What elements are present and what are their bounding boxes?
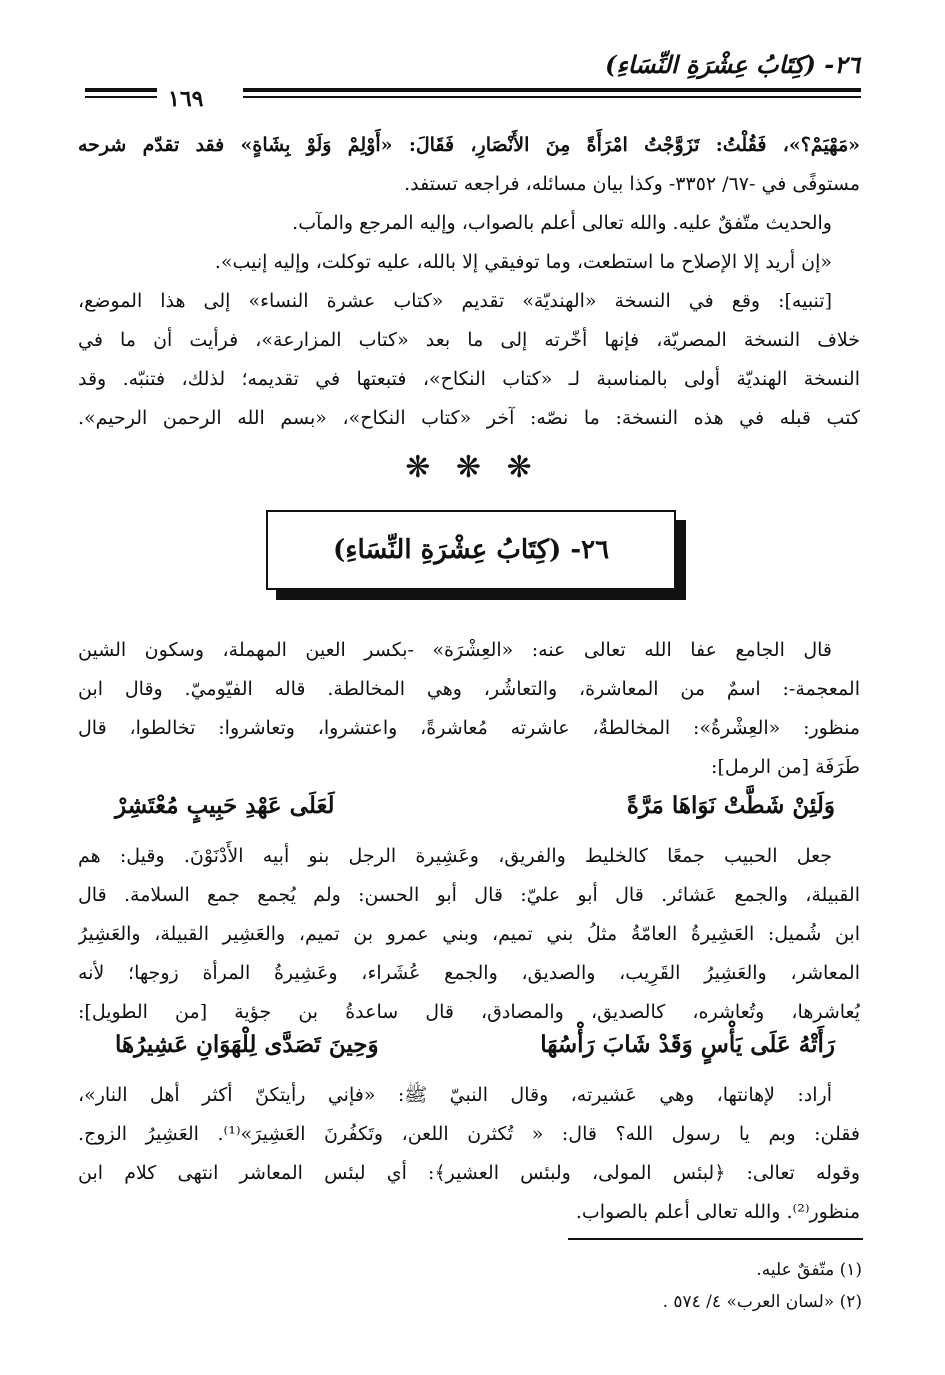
note-paragraph [78, 282, 860, 438]
text-line: منظور⁽²⁾. والله تعالى أعلم بالصواب. [575, 1201, 860, 1223]
text-line: وقوله تعالى: ﴿لبئس المولى، ولبئس العشير﴾: أي لبئس المعاشر انتهى كلام ابن [78, 1162, 860, 1184]
text-line: والحديث متّفقٌ عليه. والله تعالى أعلم بالصواب، وإليه المرجع والمآب. [292, 212, 832, 234]
text-line: «مَهْيَمْ؟»، فَقُلْتُ: تَزَوَّجْتُ امْرَأَةً مِنَ الأَنْصَارِ، فَقَالَ: «أَوْلِمْ وَلَوْ بِشَاةٍ» فقد تقدّم شرحه [78, 134, 860, 156]
verse-hemistich-first: وَلَئِنْ شَطَّتْ نَوَاهَا مَرَّةً [626, 792, 835, 819]
text-line: منظور: «العِشْرةُ»: المخالطةُ، عاشرته مُعاشرةً، واعتشروا، وتعاشروا: تخالطوا، قال [78, 717, 860, 739]
page-number: ١٦٩ [168, 86, 204, 112]
chapter-heading-box [266, 510, 676, 590]
header-rule-long-thick [243, 88, 861, 92]
verse-hemistich-first: رَأَتْهُ عَلَى يَأْسٍ وَقَدْ شَابَ رَأْسُهَا [540, 1031, 835, 1058]
text-line: مستوفًى في -٦٧/ ٣٣٥٢- وكذا بيان مسائله، فراجعه تستفد. [404, 173, 860, 195]
verse-hemistich-second: وَحِينَ تَصَدَّى لِلْهَوَانِ عَشِيرُهَا [115, 1031, 379, 1058]
text-line: «إن أريد إلا الإصلاح ما استطعت، وما توفيقي إلا بالله، عليه توكلت، وإليه إنيب». [214, 251, 832, 273]
main-paragraph [78, 631, 860, 787]
verse-hemistich-second: لَعَلَى عَهْدِ حَبِيبٍ مُعْتَشِرْ [115, 792, 335, 819]
text-line: القبيلة، والجمع عَشائر. قال أبو عليّ: قال أبو الحسن: ولم يُجمع جمع السلامة. قال [78, 884, 860, 906]
text-line: فقلن: وبم يا رسول الله؟ قال: « تُكثرن اللعن، وتَكفُرنَ العَشِيرَ»⁽¹⁾. العَشِيرُ الزوج. [78, 1123, 860, 1145]
chapter-title: ٢٦- (كِتَابُ عِشْرَةِ النِّسَاءِ) [332, 535, 610, 565]
second-paragraph [78, 837, 860, 1032]
text-line: ابن شُميل: العَشِيرةُ العامّةُ مثلُ بني تميم، وبني عمرو بن تميم، والعَشِير القبيلة، والعَشِيرُ [78, 923, 860, 945]
section-separator: ❋ ❋ ❋ [405, 450, 540, 485]
text-line: المعاشر، والعَشِيرُ القَرِيب، والصديق، والجمع عُشَراء، وعَشِيرةُ المرأة زوجها؛ لأنه [78, 962, 860, 984]
text-line: جعل الحبيب جمعًا كالخليط والفريق، وعَشِيرة الرجل بنو أبيه الأَدْنَوْنَ. وقيل: هم [78, 845, 833, 867]
footnote-1: (١) متّفقٌ عليه. [756, 1260, 862, 1280]
poetry-verse [115, 792, 835, 819]
header-rule-short-thick [85, 88, 157, 92]
running-header-title: ٢٦- (كِتَابُ عِشْرَةِ النِّسَاءِ) [605, 50, 860, 79]
top-paragraph [78, 126, 860, 282]
footnote-rule [568, 1238, 863, 1240]
footnote-2: (٢) «لسان العرب» ٤/ ٥٧٤ . [662, 1292, 862, 1312]
poetry-verse [115, 1031, 835, 1058]
text-line: يُعاشرها، وتُعاشره، كالصديق، والمصادق، قال ساعدةُ بن جؤية [من الطويل]: [78, 1001, 860, 1023]
text-line: خلاف النسخة المصريّة، فإنها أخّرته إلى ما بعد «كتاب المزارعة»، فرأيت أن ما في [78, 329, 860, 351]
text-line: المعجمة-: اسمٌ من المعاشرة، والتعاشُر، وهي المخالطة. قاله الفيّوميّ. وقال ابن [78, 678, 860, 700]
header-rule-long-thin [243, 96, 861, 98]
text-line: طَرَفَة [من الرمل]: [711, 756, 860, 778]
text-line: أراد: لإهانتها، وهي عَشيرته، وقال النبيّ ﷺ: «فإني رأيتكنّ أكثر أهل النار»، [78, 1084, 832, 1106]
third-paragraph [78, 1076, 860, 1232]
text-line: النسخة الهنديّة أولى بالمناسبة لـ «كتاب النكاح»، فتبعتها في تقديمه؛ لذلك، فتنبّه. وقد [78, 368, 860, 390]
header-rule-short-thin [85, 96, 157, 98]
text-line: قال الجامع عفا الله تعالى عنه: «العِشْرَة» -بكسر العين المهملة، وسكون الشين [78, 639, 832, 661]
text-line: [تنبيه]: وقع في النسخة «الهنديّة» تقديم «كتاب عشرة النساء» إلى هذا الموضع، [78, 290, 832, 312]
text-line: كتب قبله في هذه النسخة: ما نصّه: آخر «كتاب النكاح»، «بسم الله الرحمن الرحيم». [78, 407, 860, 429]
